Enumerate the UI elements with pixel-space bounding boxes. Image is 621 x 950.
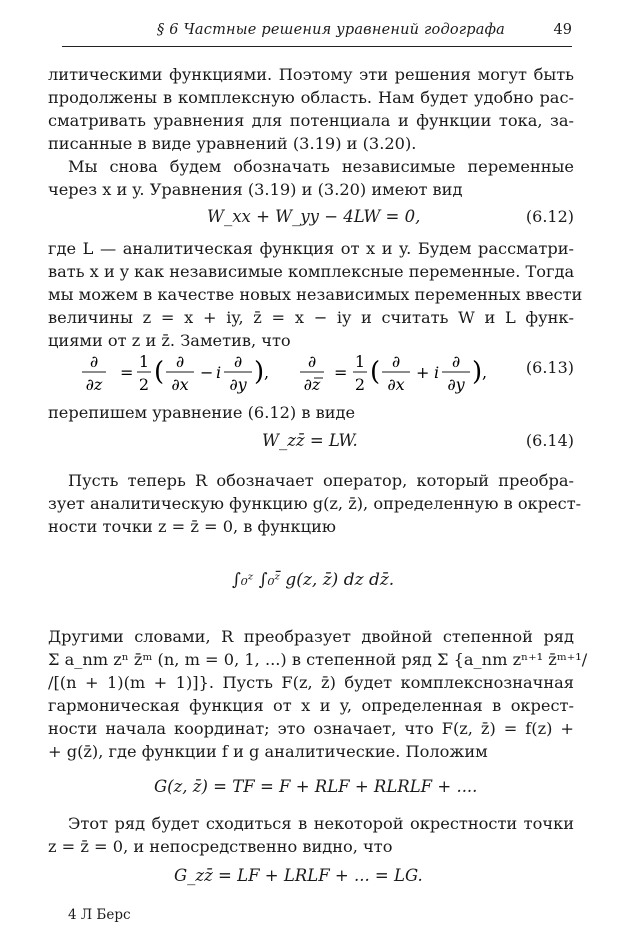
svg-text:∂y: ∂y (229, 375, 247, 394)
equation-6-12: W_xx + W_yy − 4LW = 0, (207, 207, 421, 226)
svg-text:∂z: ∂z (85, 375, 103, 394)
text-line: перепишем уравнение (6.12) в виде (48, 403, 356, 422)
svg-text:): ) (254, 357, 265, 387)
text-line: Пусть теперь R обозначает оператор, который преобра- (68, 471, 574, 490)
text-line: вать x и y как независимые комплексные переменные. Тогда (48, 262, 575, 281)
header-rule (62, 46, 572, 47)
svg-text:∂z: ∂z (303, 375, 321, 394)
svg-text:∂: ∂ (89, 352, 99, 371)
svg-text:(: ( (154, 357, 165, 387)
text-line: величины z = x + iy, z̄ = x − iy и считать W и L функ- (48, 308, 574, 327)
running-header (62, 22, 572, 44)
text-line: где L — аналитическая функция от x и y. Будем рассматри- (48, 239, 574, 258)
text-line: Другими словами, R преобразует двойной степенной ряд (48, 627, 574, 646)
text-line: писанные в виде уравнений (3.19) и (3.20). (48, 134, 417, 153)
svg-text:i: i (434, 363, 440, 382)
text-line: Мы снова будем обозначать независимые переменные (68, 157, 574, 176)
svg-text:∂: ∂ (307, 352, 317, 371)
running-title: § 6 Частные решения уравнений годографа (157, 22, 506, 38)
text-line: ности начала координат; это означает, что F(z, z̄) = f(z) + (48, 719, 574, 738)
text-line: ности точки z = z̄ = 0, в функцию (48, 517, 336, 536)
svg-text:∂: ∂ (175, 352, 185, 371)
svg-text:∂x: ∂x (171, 375, 189, 394)
svg-text:,: , (264, 363, 270, 382)
page-number: 49 (553, 22, 572, 38)
equation-6-13 (80, 348, 550, 396)
svg-text:1: 1 (354, 352, 366, 371)
svg-text:=: = (120, 363, 134, 382)
equation-number: (6.12) (525, 207, 574, 226)
svg-text:2: 2 (138, 375, 150, 394)
text-line: /[(n + 1)(m + 1)]}. Пусть F(z, z̄) будет комплекснозначная (48, 673, 574, 692)
text-line: через x и y. Уравнения (3.19) и (3.20) имеют вид (48, 180, 463, 199)
svg-text:∂y: ∂y (447, 375, 465, 394)
text-line: + g(z̄), где функции f и g аналитические. Положим (48, 742, 488, 761)
text-line: сматривать уравнения для потенциала и функции тока, за- (48, 111, 574, 130)
text-line: Этот ряд будет сходиться в некоторой окрестности точки (68, 814, 574, 833)
equation-final: G_zz̄ = LF + LRLF + ... = LG. (174, 866, 423, 885)
svg-text:2: 2 (354, 375, 366, 394)
text-line: зует аналитическую функцию g(z, z̄), определенную в окрест- (48, 494, 582, 513)
text-line: литическими функциями. Поэтому эти решения могут быть (48, 65, 574, 84)
svg-text:=: = (334, 363, 348, 382)
footer-signature: 4 Л Берс (68, 907, 131, 923)
text-line: z = z̄ = 0, и непосредственно видно, что (48, 837, 393, 856)
equation-number: (6.14) (525, 431, 574, 450)
svg-text:∂: ∂ (391, 352, 401, 371)
text-line: мы можем в качестве новых независимых переменных ввести (48, 285, 583, 304)
svg-text:(: ( (370, 357, 381, 387)
svg-text:i: i (216, 363, 222, 382)
text-line: циями от z и z̄. Заметив, что (48, 331, 291, 350)
equation-6-14: W_zz̄ = LW. (262, 431, 358, 450)
double-integral: ∫₀ᶻ ∫₀ᶻ̄ g(z, z̄) dz dz̄. (232, 570, 395, 590)
svg-text:∂: ∂ (233, 352, 243, 371)
text-line: продолжены в комплексную область. Нам будет удобно рас- (48, 88, 574, 107)
svg-text:): ) (472, 357, 483, 387)
svg-text:+: + (416, 363, 430, 382)
text-line: Σ a_nm zⁿ z̄ᵐ (n, m = 0, 1, ...) в степенной ряд Σ {a_nm zⁿ⁺¹ z̄ᵐ⁺¹/ (48, 650, 588, 669)
svg-text:1: 1 (138, 352, 150, 371)
equation-G: G(z, z̄) = TF = F + RLF + RLRLF + .... (154, 777, 478, 796)
svg-text:−: − (200, 363, 214, 382)
equation-number: (6.13) (525, 358, 574, 377)
text-line: гармоническая функция от x и y, определенная в окрест- (48, 696, 574, 715)
svg-text:∂: ∂ (451, 352, 461, 371)
svg-text:,: , (482, 363, 488, 382)
svg-text:∂x: ∂x (387, 375, 405, 394)
